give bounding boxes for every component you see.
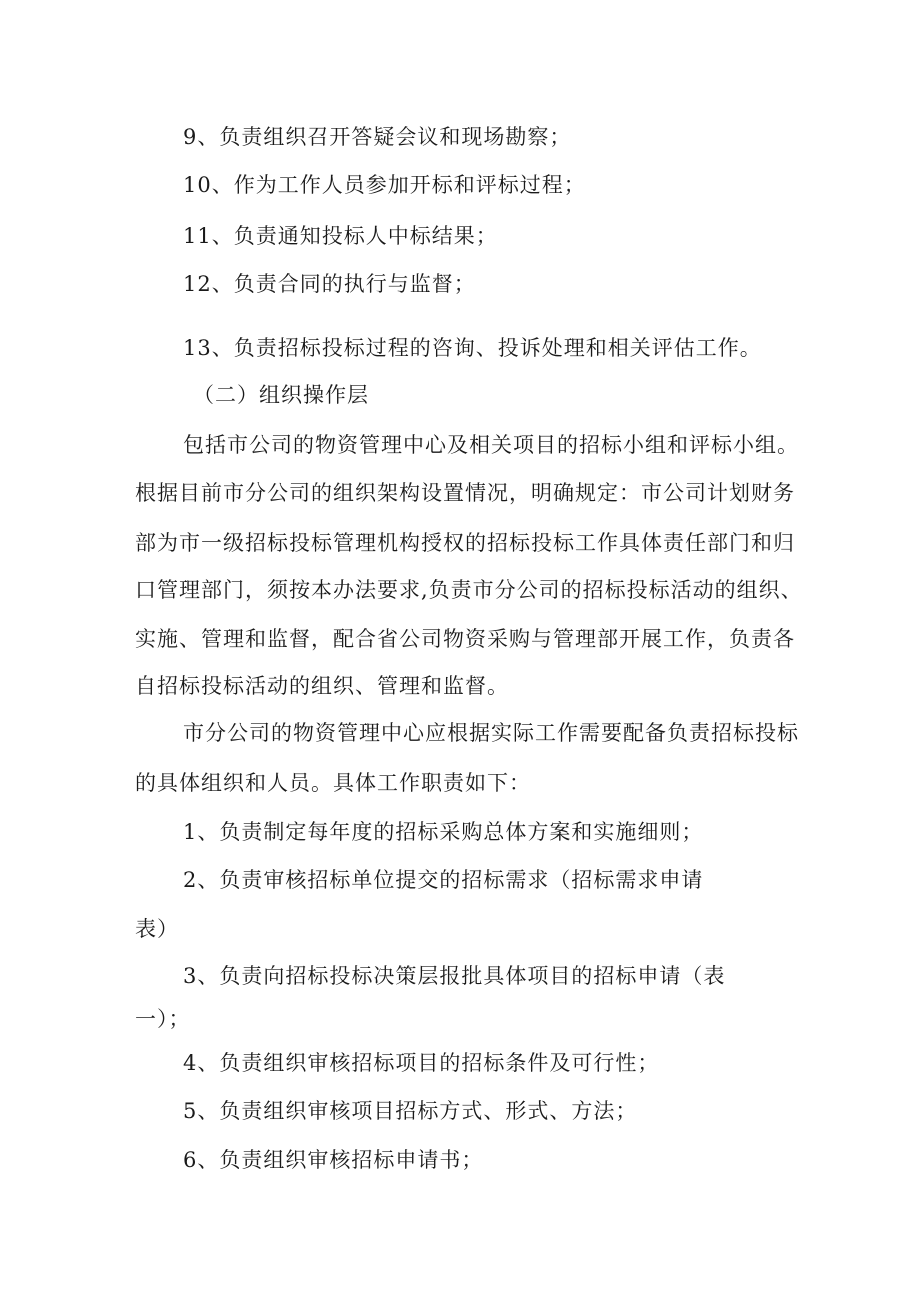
paragraph-line: 根据目前市分公司的组织架构设置情况，明确规定：市公司计划财务 (135, 481, 795, 505)
list-item-10: 10、作为工作人员参加开标和评标过程； (183, 173, 586, 197)
paragraph-line: 实施、管理和监督，配合省公司物资采购与管理部开展工作，负责各 (135, 627, 795, 651)
paragraph-line: 市分公司的物资管理中心应根据实际工作需要配备负责招标投标 (183, 721, 799, 745)
list-item-13: 13、负责招标投标过程的咨询、投诉处理和相关评估工作。 (183, 336, 762, 360)
paragraph-line: 自招标投标活动的组织、管理和监督。 (135, 674, 509, 698)
paragraph-line: 包括市公司的物资管理中心及相关项目的招标小组和评标小组。 (183, 433, 799, 457)
list-item-9: 9、负责组织召开答疑会议和现场勘察； (183, 125, 572, 149)
list-item-6: 6、负责组织审核招标申请书； (183, 1148, 484, 1172)
list-item-2: 2、负责审核招标单位提交的招标需求（招标需求申请 (183, 868, 704, 892)
paragraph-line: 的具体组织和人员。具体工作职责如下： (135, 771, 531, 795)
list-item-11: 11、负责通知投标人中标结果； (183, 224, 498, 248)
list-item-5: 5、负责组织审核项目招标方式、形式、方法； (183, 1099, 638, 1123)
paragraph-line: 口管理部门，须按本办法要求,负责市分公司的招标投标活动的组织、 (135, 578, 803, 602)
section-heading: （二）组织操作层 (193, 383, 369, 407)
list-item-4: 4、负责组织审核招标项目的招标条件及可行性； (183, 1051, 660, 1075)
list-item-3: 3、负责向招标投标决策层报批具体项目的招标申请（表 (183, 964, 726, 988)
list-item-3-continuation: 一）； (135, 1007, 191, 1031)
list-item-1: 1、负责制定每年度的招标采购总体方案和实施细则； (183, 820, 704, 844)
paragraph-line: 部为市一级招标投标管理机构授权的招标投标工作具体责任部门和归 (135, 531, 795, 555)
list-item-2-continuation: 表） (135, 917, 179, 941)
list-item-12: 12、负责合同的执行与监督； (183, 272, 476, 296)
